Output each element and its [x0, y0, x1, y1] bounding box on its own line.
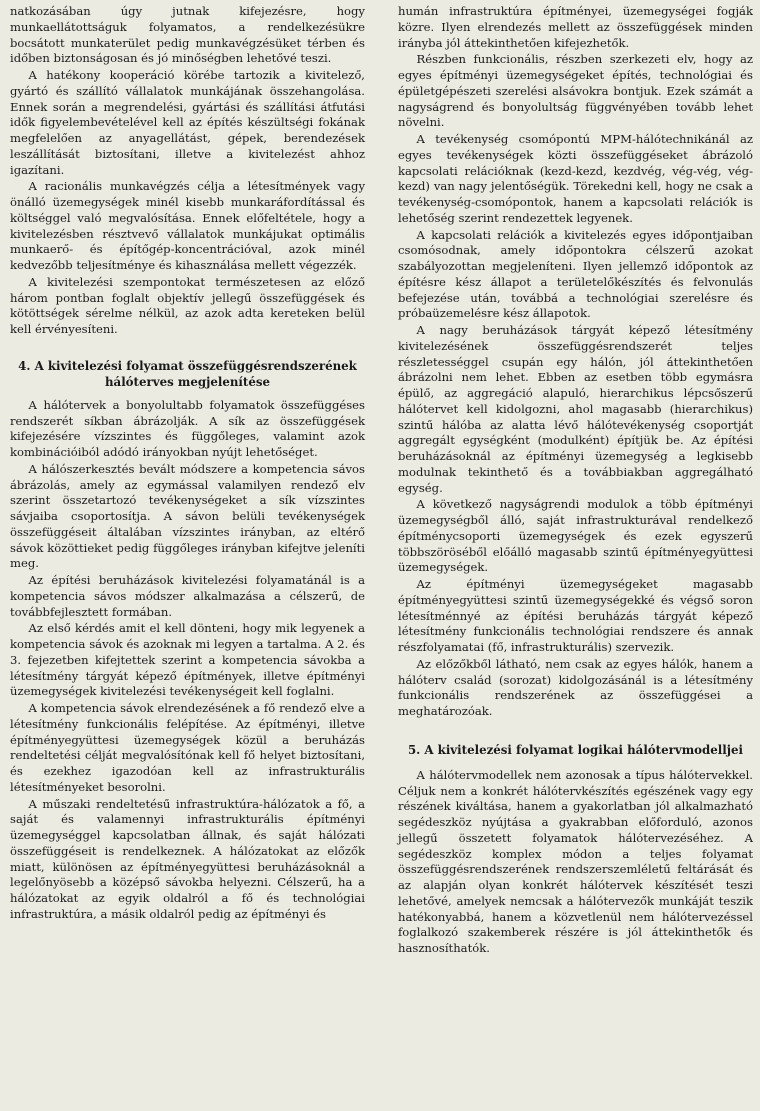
paragraph: A következő nagyságrendi modulok a több építményi üzemegységből álló, saját infrastrukturával rendelkező építménycsoporti üzemegységek és ezek egyszerű többszöröséből előálló magasabb szintű építményegyüttesi üzemegységek.	[398, 497, 753, 575]
paragraph: A kivitelezési szempontokat természetesen az előző három pontban foglalt objektív jellegű összefüggések és kötöttségek sérelme nélkül, az azok adta kereteken belül kell érvényesíteni.	[10, 274, 365, 336]
paragraph: A kapcsolati relációk a kivitelezés egyes időpontjaiban csomósodnak, amely időpontokra célszerű azokat szabályozottan megjeleníteni. Ilyen jellemző időpontok az építésre kész állapot a területelőkészítés és felvonulás befejezése után, továbbá a technológiai szerelésre és próbaüzemelésre kész állapotok.	[398, 227, 753, 321]
paragraph: Az első kérdés amit el kell dönteni, hogy mik legyenek a kompetencia sávok és azoknak mi legyen a tartalma. A 2. és 3. fejezetben kifejtettek szerint a kompetencia sávokba a létesítmény tárgyát képező építmények, illetve építményi üzemegységek kivitelezési tevékenységeit kell foglalni.	[10, 621, 365, 699]
paragraph: A kompetencia sávok elrendezésének a fő rendező elve a létesítmény funkcionális felépítése. Az építményi, illetve építményegyüttesi üzemegységek közül a beruházás rendeltetési célját megvalósítónak kell fő helyet biztosítani, és ezekhez igazodóan kell az infrastrukturális létesítményeket besorolni.	[10, 701, 365, 794]
paragraph: natkozásában úgy jutnak kifejezésre, hogy munkaellátottságuk folyamatos, a rendelkezésükre bocsátott munkaterület pedig munkavégzésüket térben és időben biztonságosan és jó minőségben lehetővé teszi.	[10, 4, 365, 66]
paragraph: Részben funkcionális, részben szerkezeti elv, hogy az egyes építményi üzemegységeket építés, technológiai és épületgépészeti szerelési alsávokra bontjuk. Ezek számát a nagyságrend és bonyolultság függvényében tovább lehet növelni.	[398, 52, 753, 130]
paragraph: Az előzőkből látható, nem csak az egyes hálók, hanem a hálóterv család (sorozat) kidolgozásánál is a létesítmény funkcionális rendszerének az összefüggései a meghatározóak.	[398, 656, 753, 718]
paragraph: A nagy beruházások tárgyát képező létesítmény kivitelezésének összefüggésrendszerét teljes részletességgel csupán egy hálón, jól áttekinthetően ábrázolni nem lehet. Ebben az esetben több egymásra épülő, az aggregáció alapuló, hierarchikus lépcsőszerű hálótervet kell kidolgozni, ahol magasabb (hierarchikus) szintű hálóba az alatta lévő hálótevékenység csoportját aggregált egységként (modulként) építjük be. Az építési beruházásoknál az építményi üzemegység a legkisebb modulnak tekinthető és a továbbiakban aggregálható egység.	[398, 323, 753, 495]
paragraph: A hatékony kooperáció körébe tartozik a kivitelező, gyártó és szállító vállalatok munkájának összehangolása. Ennek során a megrendelési, gyártási és szállítási átfutási idők figyelembevételével kell az építés készültségi fokának megfelelően az anyagellátást, gépek, berendezések leszállítását biztosítani, illetve a kivitelezést ahhoz igazítani.	[10, 68, 365, 177]
paragraph: A hálótervmodellek nem azonosak a típus hálótervekkel. Céljuk nem a konkrét hálótervkészítés egészének vagy egy részének kiváltása, hanem a gyakorlatban jól alkalmazható segédeszköz nyújtása a gyakrabban előforduló, azonos jellegű összetett folyamatok hálótervezéséhez. A segédeszköz komplex módon a teljes folyamat összefüggésrendszerének rendszerszemléletű feltárását és az alapján olyan konkrét hálótervek készítését teszi lehetővé, amelyek nemcsak a hálótervezők munkáját teszik hatékonyabbá, hanem a közvetlenül nem hálótervezéssel foglalkozó szakemberek részére is jól áttekinthetők és hasznosíthatók.	[398, 767, 753, 955]
paragraph: A hálószerkesztés bevált módszere a kompetencia sávos ábrázolás, amely az egymással valamilyen rendező elv szerint összetartozó tevékenységeket a sík vízszintes sávjaiba csoportosítja. A sávon belüli tevékenységek összefüggéseit általában vízszintes irányban, az eltérő sávok közöttieket pedig függőleges irányban kifejtve jeleníti meg.	[10, 461, 365, 571]
section-heading-4: 4. A kivitelezési folyamat összefüggésrendszerének hálóterves megjelenítése	[18, 358, 357, 389]
paragraph: Az építési beruházások kivitelezési folyamatánál is a kompetencia sávos módszer alkalmazása a célszerű, de továbbfejlesztett formában.	[10, 573, 365, 619]
right-column	[398, 4, 753, 958]
section-heading-5: 5. A kivitelezési folyamat logikai hálótervmodelljei	[407, 742, 744, 757]
paragraph: humán infrastruktúra építményei, üzemegységei fogják közre. Ilyen elrendezés mellett az összefüggések minden irányba jól áttekinthetően kifejezhetők.	[398, 4, 753, 50]
paragraph: A racionális munkavégzés célja a létesítmények vagy önálló üzemegységek minél kisebb munkaráfordítással és költséggel való megvalósítása. Ennek előfeltétele, hogy a kivitelezésben résztvevő vállalatok munkájukat optimális munkaerő- és építőgép-koncentrációval, azok minél kedvezőbb teljesítménye és kihasználása mellett végezzék.	[10, 179, 365, 272]
paragraph: A hálótervek a bonyolultabb folyamatok összefüggéses rendszerét síkban ábrázolják. A sík az összefüggések kifejezésére vízszintes és függőleges, valamint azok kombinációiból adódó irányokban nyújt lehetőséget.	[10, 397, 365, 459]
left-column	[10, 4, 365, 924]
paragraph: A tevékenység csomópontú MPM-hálótechnikánál az egyes tevékenységek közti összefüggéseket ábrázoló kapcsolati relációknak (kezd-kezd, kezdvég, vég-vég, vég-kezd) van nagy jelentőségük. Törekedni kell, hogy ne csak a tevékenység-csomópontok, hanem a kapcsolati relációk is lehetőség szerint rendezettek legyenek.	[398, 132, 753, 225]
paragraph: Az építményi üzemegységeket magasabb építményegyüttesi szintű üzemegységekké és végső soron létesítménnyé az építési beruházás tárgyát képező létesítmény funkcionális technológiai rendszere és annak részfolyamatai (fő, infrastrukturális) szervezik.	[398, 577, 753, 654]
paragraph: A műszaki rendeltetésű infrastruktúra-hálózatok a fő, a saját és valamennyi infrastrukturális építményi üzemegységgel kapcsolatban állnak, és saját hálózati összefüggéseit is rendelkeznek. A hálózatokat az előzők miatt, különösen az építményegyüttesi beruházásoknál a legelőnyösebb a középső sávokba helyezni. Célszerű, ha a hálózatokat az egyik oldalról a fő és technológiai infrastruktúra, a másik oldalról pedig az építményi és	[10, 796, 365, 921]
